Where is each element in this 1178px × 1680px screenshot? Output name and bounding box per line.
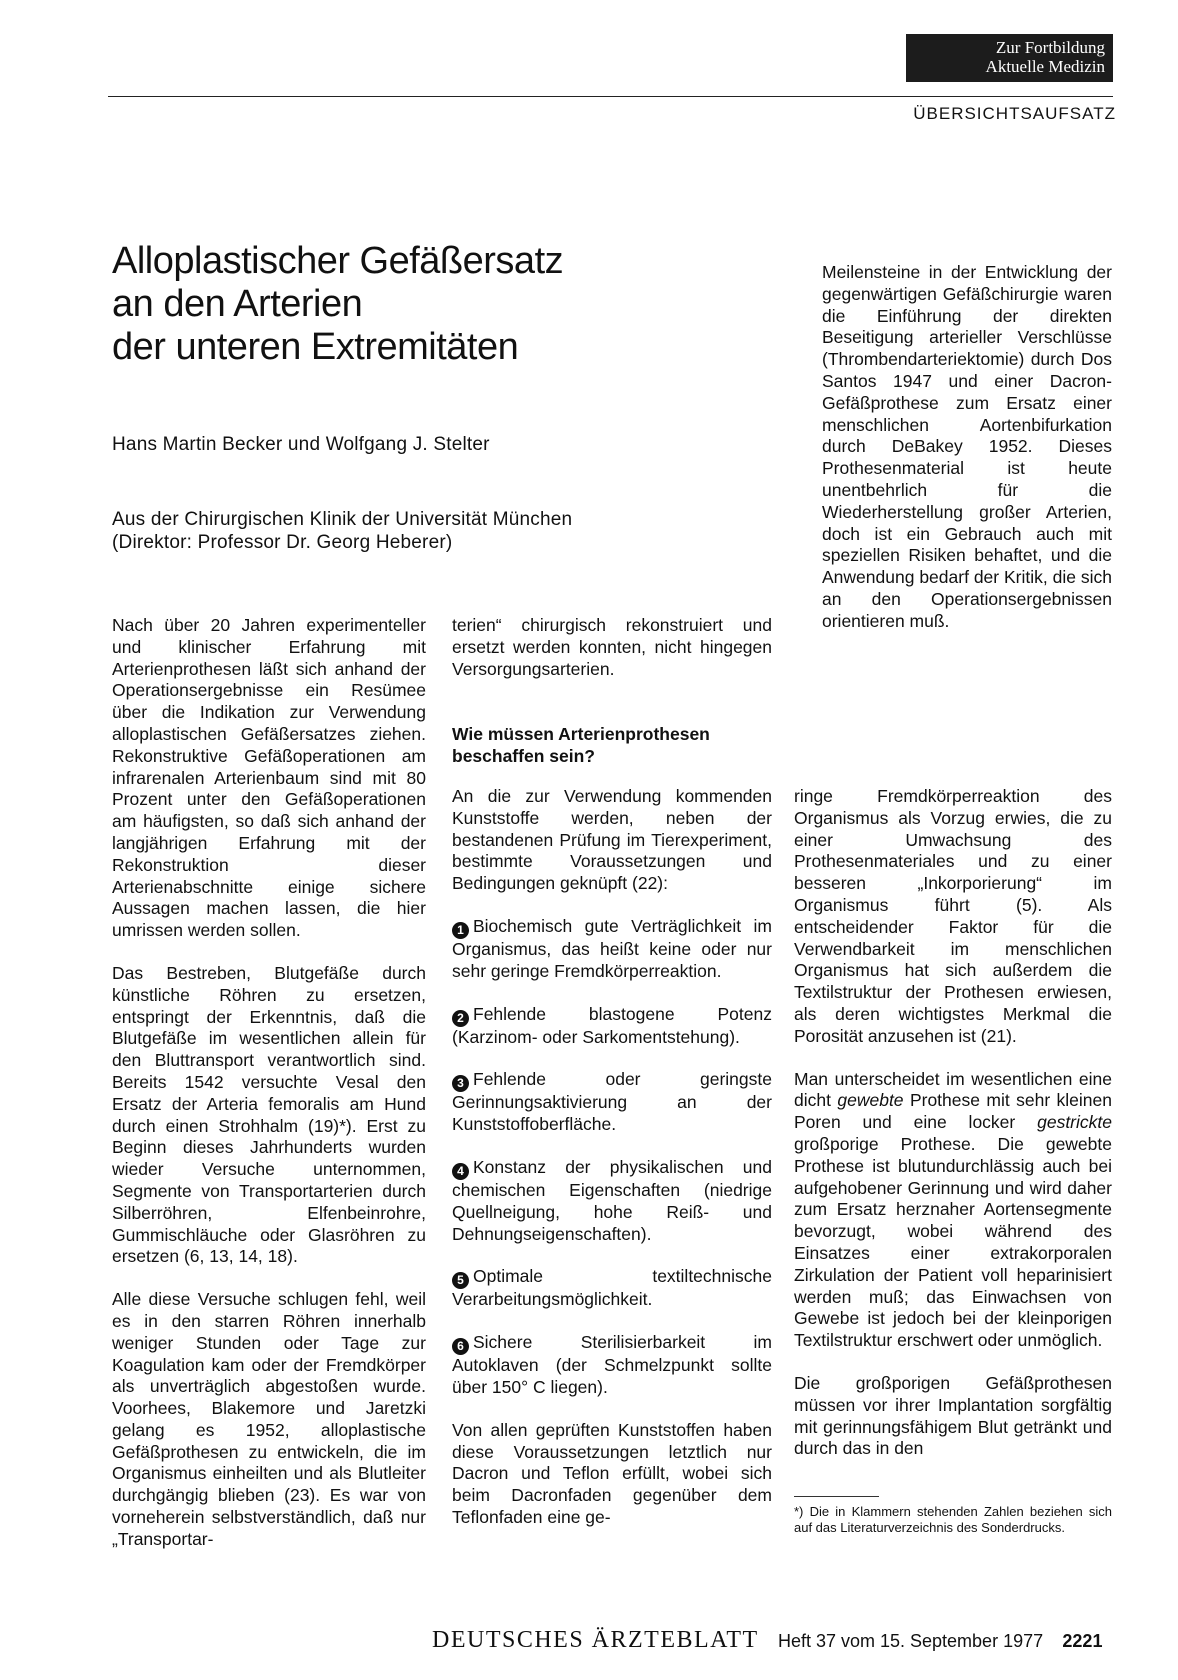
affiliation-line-1: Aus der Chirurgischen Klinik der Universität München [112,509,573,530]
article-title [112,240,672,369]
number-badge-icon: 6 [452,1338,469,1355]
paragraph: Nach über 20 Jahren experimenteller und klinischer Erfahrung mit Arterienprothesen läßt sich anhand der Operationsergebnisse ein Resümee über die Indikation zur Verwendung alloplastischen Gefäßersatzes ziehen. Rekonstruktive Gefäßoperationen am infrarenalen Arterienbaum sind mit 80 Prozent unter den Gefäßoperationen am häufigsten, so daß sich anhand der langjährigen Erfahrung mit der Rekonstruktion dieser Arterienabschnitte einige sichere Aussagen machen lassen, die hier umrissen werden sollen. [112,615,426,941]
article-type: ÜBERSICHTSAUFSATZ [913,104,1116,123]
text-run: Man unterscheidet im wesentlichen eine dicht [794,1068,1112,1111]
emphasis: gestrickte [1037,1112,1112,1133]
emphasis: gewebte [837,1090,904,1111]
title-line-2: an den Arterien [112,283,363,325]
affiliation-line-2: (Direktor: Professor Dr. Georg Heberer) [112,532,453,553]
requirement-item [452,1069,772,1136]
issue-info: Heft 37 vom 15. September 1977 [777,1631,1044,1651]
requirement-text: Sichere Sterilisierbarkeit im Autoklaven (der Schmelzpunkt sollte über 150° C liegen). [452,1332,772,1397]
paragraph: terien“ chirurgisch rekonstruiert und ersetzt werden konnten, nicht hingegen Versorgungsarterien. [452,615,772,679]
authors: Hans Martin Becker und Wolfgang J. Stelter [112,434,490,455]
number-badge-icon: 4 [452,1163,469,1180]
paragraph: Alle diese Versuche schlugen fehl, weil es in den starren Röhren innerhalb weniger Stunden oder Tage zur Koagulation kam oder der Fremdkörper als unverträglich abgestoßen wurde. Voorhees, Blakemore und Jaretzki gelang es 1952, alloplastische Gefäßprothesen zu entwickeln, die im Organismus einheilten und als Blutleiter durchgängig blieben (23). Es war von vorneherein selbstverständlich, daß nur „Transportar- [112,1289,426,1549]
requirement-item [452,916,772,983]
paragraph: Die großporigen Gefäßprothesen müssen vor ihrer Implantation sorgfältig mit gerinnungsfähigem Blut getränkt und durch das in den [794,1372,1112,1459]
page-footer [432,1627,1113,1654]
title-line-3: der unteren Extremitäten [112,326,519,368]
badge-line-2: Aktuelle Medizin [985,57,1105,76]
column-1 [112,615,426,1551]
paragraph: An die zur Verwendung kommenden Kunststoffe werden, neben der bestandenen Prüfung im Tierexperiment, bestimmte Voraussetzungen und Bedingungen geknüpft (22): [452,786,772,894]
paragraph [794,1069,1112,1352]
journal-name: DEUTSCHES ÄRZTEBLATT [432,1627,759,1653]
column-3 [794,786,1112,1460]
number-badge-icon: 5 [452,1272,469,1289]
requirement-text: Fehlende oder geringste Gerinnungsaktivierung an der Kunststoffoberfläche. [452,1069,772,1135]
footnote-rule [794,1496,879,1497]
affiliation [112,508,572,554]
header-rule [108,96,1113,97]
requirement-item [452,1332,772,1399]
footnote: *) Die in Klammern stehenden Zahlen beziehen sich auf das Literaturverzeichnis des Sonderdrucks. [794,1504,1112,1535]
section-heading: Wie müssen Arterienprothesen beschaffen sein? [452,724,710,766]
requirement-text: Fehlende blastogene Potenz (Karzinom- oder Sarkomentstehung). [452,1003,772,1047]
text-run: großporige Prothese. Die gewebte Prothese ist blutundurchlässig auch bei aufgehobener Gerinnung und wird daher zum Ersatz herznaher Aortensegmente bevorzugt, wobei während des Einsatzes einer extrakorporalen Zirkulation der Patient voll heparinisiert werden muß; das Einwachsen von Gewebe ist jedoch bei der kleinporigen Textilstruktur erschwert oder unmöglich. [794,1133,1112,1351]
badge-line-1: Zur Fortbildung [995,38,1105,57]
section-badge [906,34,1113,82]
requirement-text: Biochemisch gute Verträglichkeit im Organismus, das heißt keine oder nur sehr geringe Fremdkörperreaktion. [452,915,772,981]
paragraph: ringe Fremdkörperreaktion des Organismus als Vorzug erwies, die zu einer Umwachsung des Prothesenmateriales und zu einer besseren „Inkorporierung“ im Organismus führt (5). Als entscheidender Faktor für die Verwendbarkeit im menschlichen Organismus hat sich außerdem die Textilstruktur der Prothesen erwiesen, als deren wichtigstes Merkmal die Porosität anzusehen ist (21). [794,786,1112,1046]
number-badge-icon: 2 [452,1010,469,1027]
number-badge-icon: 1 [452,922,469,939]
paragraph: Das Bestreben, Blutgefäße durch künstliche Röhren zu ersetzen, entspringt der Erkenntnis, daß die Blutgefäße im wesentlichen allein für den Bluttransport verantwortlich sind. Bereits 1542 versuchte Vesal den Ersatz der Arteria femoralis am Hund durch einen Strohhalm (19)*). Erst zu Beginn dieses Jahrhunderts wurden wieder Versuche unternommen, Segmente von Transportarterien durch Silberröhren, Elfenbeinrohre, Gummischläuche oder Glasröhren zu ersetzen (6, 13, 14, 18). [112,962,426,1267]
title-line-1: Alloplastischer Gefäßersatz [112,240,564,282]
number-badge-icon: 3 [452,1075,469,1092]
text-run: Prothese mit sehr kleinen Poren und eine locker [794,1090,1113,1133]
requirement-item [452,1266,772,1311]
page-number: 2221 [1062,1631,1103,1651]
abstract [822,262,1112,633]
column-2 [452,786,772,1529]
requirement-text: Konstanz der physikalischen und chemischen Eigenschaften (niedrige Quellneigung, hohe Reiß- und Dehnungseigenschaften). [452,1156,772,1244]
paragraph: Von allen geprüften Kunststoffen haben diese Voraussetzungen letztlich nur Dacron und Teflon erfüllt, wobei sich beim Dacronfaden gegenüber dem Teflonfaden eine ge- [452,1419,772,1527]
column-2-top [452,615,772,680]
requirement-item [452,1157,772,1245]
requirement-text: Optimale textiltechnische Verarbeitungsmöglichkeit. [452,1266,772,1310]
requirement-item [452,1004,772,1049]
abstract-text: Meilensteine in der Entwicklung der gegenwärtigen Gefäßchirurgie waren die Einführung der direkten Beseitigung arterieller Verschlüsse (Thrombendarteriektomie) durch Dos Santos 1947 und einer Dacron-Gefäßprothese zum Ersatz einer menschlichen Aortenbifurkation durch DeBakey 1952. Dieses Prothesenmaterial ist heute unentbehrlich für die Wiederherstellung großer Arterien, doch ist ein Gebrauch auch mit speziellen Risiken behaftet, und die Anwendung bedarf der Kritik, die sich an den Operationsergebnissen orientieren muß. [822,262,1112,631]
